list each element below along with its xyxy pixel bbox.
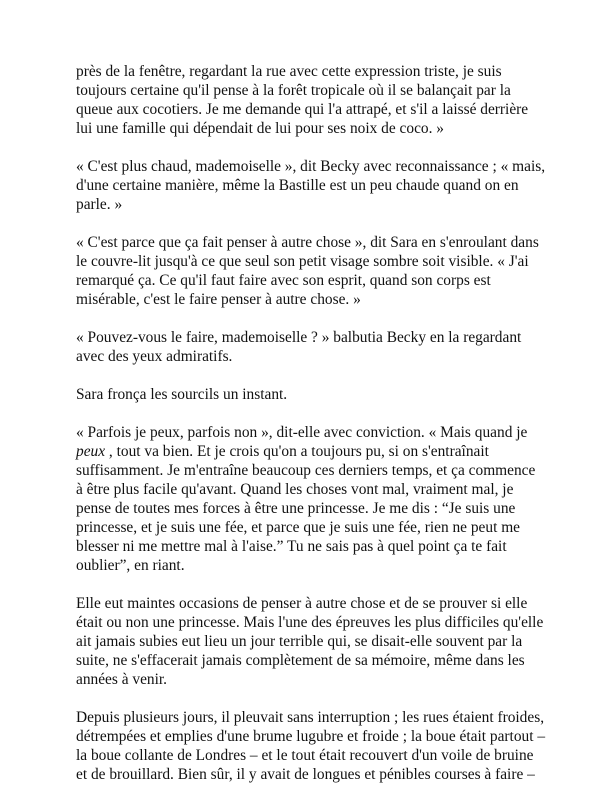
emphasis-text: peux bbox=[76, 443, 106, 460]
paragraph-3 bbox=[76, 233, 539, 309]
text-line: parle. » bbox=[76, 196, 123, 213]
text-line: années à venir. bbox=[76, 671, 168, 688]
paragraph-1 bbox=[76, 62, 528, 138]
paragraph-6 bbox=[76, 423, 536, 575]
document-page bbox=[76, 62, 546, 803]
text-line: la boue collante de Londres – et le tout était recouvert d'un voile de bruine bbox=[76, 747, 534, 764]
text-line: remarqué ça. Ce qu'il faut faire avec son esprit, quand son corps est bbox=[76, 272, 491, 289]
paragraph-7 bbox=[76, 594, 544, 689]
text-line: suffisamment. Je m'entraîne beaucoup ces derniers temps, et ça commence bbox=[76, 462, 536, 479]
text-line: Depuis plusieurs jours, il pleuvait sans interruption ; les rues étaient froides, bbox=[76, 709, 545, 726]
text-line: était ou non une princesse. Mais l'une des épreuves les plus difficiles qu'elle bbox=[76, 614, 544, 631]
text-line: avec des yeux admiratifs. bbox=[76, 348, 233, 365]
text-line: près de la fenêtre, regardant la rue avec cette expression triste, je suis bbox=[76, 63, 502, 80]
text-line: « C'est parce que ça fait penser à autre chose », dit Sara en s'enroulant dans bbox=[76, 234, 539, 251]
text-line: blesser ni me mettre mal à l'aise.” Tu ne sais pas à quel point ça te fait bbox=[76, 538, 507, 555]
paragraph-5 bbox=[76, 385, 528, 404]
text-line: et de brouillard. Bien sûr, il y avait de longues et pénibles courses à faire – bbox=[76, 766, 535, 783]
text-line: détrempées et emplies d'une brume lugubre et froide ; la boue était partout – bbox=[76, 728, 546, 745]
text-line: oublier”, en riant. bbox=[76, 557, 185, 574]
paragraph-4 bbox=[76, 328, 528, 366]
text-fragment: , tout va bien. Et je crois qu'on a toujours pu, si on s'entraînait bbox=[105, 443, 489, 460]
text-line: « Pouvez-vous le faire, mademoiselle ? » balbutia Becky en la regardant bbox=[76, 329, 522, 346]
text-line: le couvre-lit jusqu'à ce que seul son petit visage sombre soit visible. « J'ai bbox=[76, 253, 529, 270]
text-line: misérable, c'est le faire penser à autre chose. » bbox=[76, 291, 361, 308]
text-line: Sara fronça les sourcils un instant. bbox=[76, 386, 288, 403]
text-line: pense de toutes mes forces à être une princesse. Je me dis : “Je suis une bbox=[76, 500, 516, 517]
text-line: lui une famille qui dépendait de lui pour ses noix de coco. » bbox=[76, 120, 444, 137]
text-line: Elle eut maintes occasions de penser à autre chose et de se prouver si elle bbox=[76, 595, 528, 612]
text-line: suite, ne s'effacerait jamais complètement de sa mémoire, même dans les bbox=[76, 652, 525, 669]
text-line: queue aux cocotiers. Je me demande qui l'a attrapé, et s'il a laissé derrière bbox=[76, 101, 529, 118]
text-line: ait jamais subies eut lieu un jour terrible qui, se disait-elle souvent par la bbox=[76, 633, 523, 650]
text-line: « Parfois je peux, parfois non », dit-elle avec conviction. « Mais quand je bbox=[76, 424, 528, 441]
text-line bbox=[76, 442, 528, 461]
paragraph-8 bbox=[76, 708, 546, 784]
text-line: princesse, et je suis une fée, et parce que je suis une fée, rien ne peut me bbox=[76, 519, 521, 536]
text-line: toujours certaine qu'il pense à la forêt tropicale où il se balançait par la bbox=[76, 82, 511, 99]
paragraph-2 bbox=[76, 157, 546, 214]
text-line: d'une certaine manière, même la Bastille est un peu chaude quand on en bbox=[76, 177, 519, 194]
text-line: « C'est plus chaud, mademoiselle », dit Becky avec reconnaissance ; « mais, bbox=[76, 158, 546, 175]
text-line: à être plus facile qu'avant. Quand les choses vont mal, vraiment mal, je bbox=[76, 481, 514, 498]
